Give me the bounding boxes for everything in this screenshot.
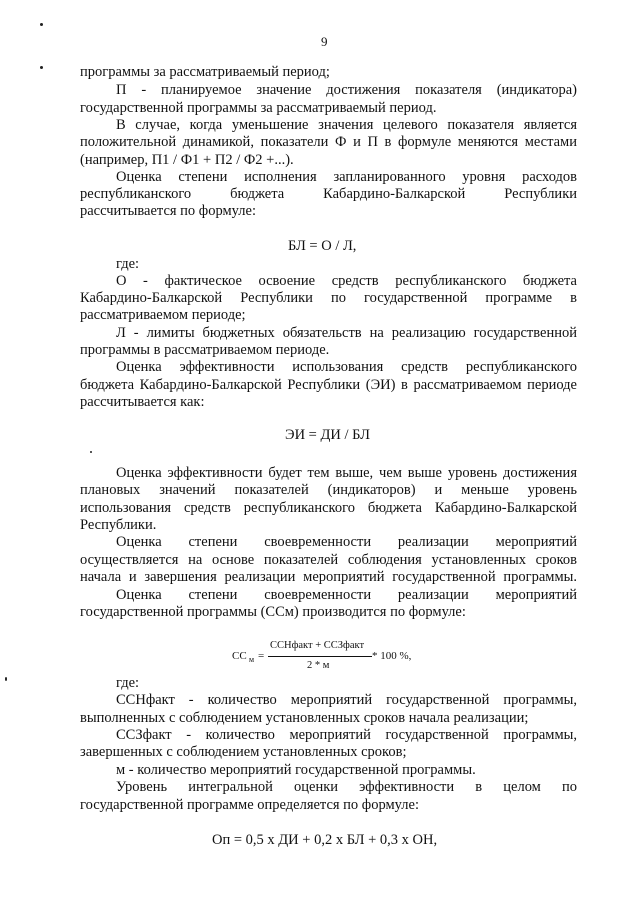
scan-mark-2 bbox=[40, 66, 43, 69]
text-line-35: государственной программе определяется по формуле: bbox=[80, 797, 419, 813]
text-line-28: где: bbox=[116, 675, 140, 691]
text-line-3: государственной программы за рассматриваемый период. bbox=[80, 100, 437, 116]
text-line-32: завершенных с соблюдением установленных сроков; bbox=[80, 744, 407, 760]
formula-bl: БЛ = О / Л, bbox=[288, 238, 357, 254]
text-line-19: Оценка эффективности будет тем выше, чем выше уровень достижения bbox=[116, 465, 577, 481]
scan-mark-1 bbox=[40, 23, 43, 26]
text-line-11: О - фактическое освоение средств республиканского бюджета bbox=[116, 273, 577, 289]
text-line-17: бюджета Кабардино-Балкарской Республики (ЭИ) в рассматриваемом периоде bbox=[80, 377, 577, 393]
text-line-13: рассматриваемом периоде; bbox=[80, 307, 246, 323]
text-line-18: рассчитывается как: bbox=[80, 394, 205, 410]
formula-cc-tail: * 100 %, bbox=[372, 650, 412, 662]
formula-cc-fraction-bar bbox=[268, 656, 372, 657]
text-line-7: Оценка степени исполнения запланированного уровня расходов bbox=[116, 169, 577, 185]
text-line-1: программы за рассматриваемый период; bbox=[80, 64, 330, 80]
formula-cc-subscript: м bbox=[249, 655, 255, 664]
formula-cc-lhs: СС bbox=[232, 650, 247, 662]
text-line-27: государственной программы (ССм) производится по формуле: bbox=[80, 604, 466, 620]
scan-mark-4 bbox=[5, 677, 7, 681]
text-line-4: В случае, когда уменьшение значения целевого показателя является bbox=[116, 117, 577, 133]
text-line-33: м - количество мероприятий государственной программы. bbox=[116, 762, 476, 778]
page-number: 9 bbox=[321, 34, 328, 49]
text-line-5: положительной динамикой, показатели Ф и П в формуле меняются местами bbox=[80, 134, 577, 150]
text-line-25: начала и завершения реализации мероприятий государственной программы. bbox=[80, 569, 577, 585]
text-line-9: рассчитывается по формуле: bbox=[80, 203, 256, 219]
text-line-2: П - планируемое значение достижения показателя (индикатора) bbox=[116, 82, 577, 98]
text-line-30: выполненных с соблюдением установленных сроков начала реализации; bbox=[80, 710, 529, 726]
text-line-15: программы в рассматриваемом периоде. bbox=[80, 342, 330, 358]
text-line-6: (например, П1 / Ф1 + П2 / Ф2 +...). bbox=[80, 152, 294, 168]
formula-cc-denominator: 2 * м bbox=[307, 660, 330, 671]
text-line-12: Кабардино-Балкарской Республики по государственной программе в bbox=[80, 290, 577, 306]
formula-cc-equals: = bbox=[258, 650, 265, 662]
text-line-10: где: bbox=[116, 256, 140, 272]
text-line-20: плановых значений показателей (индикаторов) и меньше уровень bbox=[80, 482, 577, 498]
formula-cc-numerator: ССНфакт + ССЗфакт bbox=[270, 640, 365, 651]
text-line-34: Уровень интегральной оценки эффективности в целом по bbox=[116, 779, 577, 795]
text-line-24: осуществляется на основе показателей соблюдения установленных сроков bbox=[80, 552, 577, 568]
text-line-22: Республики. bbox=[80, 517, 157, 533]
text-line-26: Оценка степени своевременности реализации мероприятий bbox=[116, 587, 577, 603]
formula-ei: ЭИ = ДИ / БЛ bbox=[285, 427, 370, 443]
text-line-14: Л - лимиты бюджетных обязательств на реализацию государственной bbox=[116, 325, 577, 341]
text-line-31: ССЗфакт - количество мероприятий государственной программы, bbox=[116, 727, 577, 743]
scan-mark-3 bbox=[90, 451, 92, 453]
text-line-29: ССНфакт - количество мероприятий государственной программы, bbox=[116, 692, 577, 708]
text-line-21: использования средств республиканского бюджета Кабардино-Балкарской bbox=[80, 500, 577, 516]
text-line-8: республиканского бюджета Кабардино-Балкарской Республики bbox=[80, 186, 577, 202]
text-line-16: Оценка эффективности использования средств республиканского bbox=[116, 359, 577, 375]
formula-op: Оп = 0,5 x ДИ + 0,2 x БЛ + 0,3 x ОН, bbox=[212, 832, 438, 848]
text-line-23: Оценка степени своевременности реализации мероприятий bbox=[116, 534, 577, 550]
